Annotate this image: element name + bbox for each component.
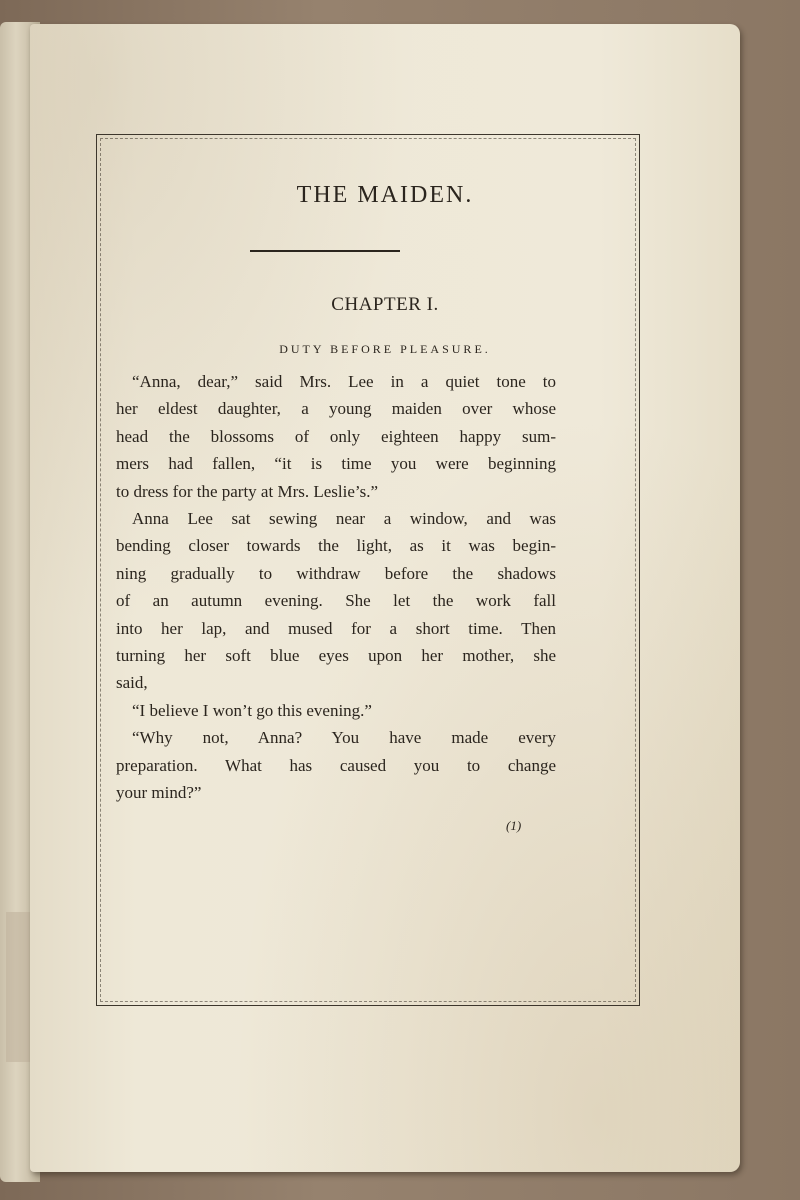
text-line: “Why not, Anna? You have made every — [132, 728, 556, 748]
title-rule — [250, 250, 400, 252]
text-line: “I believe I won’t go this evening.” — [132, 700, 372, 720]
book-page — [30, 24, 740, 1172]
text-line: said, — [116, 673, 148, 693]
text-line: of an autumn evening. She let the work fall — [116, 591, 556, 611]
text-line: turning her soft blue eyes upon her mother, she — [116, 646, 556, 666]
signature-mark: (1) — [506, 818, 522, 833]
text-line: your mind?” — [116, 783, 202, 803]
text-line: into her lap, and mused for a short time. Then — [116, 618, 556, 638]
text-line: Anna Lee sat sewing near a window, and was — [132, 509, 556, 529]
text-line: “Anna, dear,” said Mrs. Lee in a quiet tone to — [132, 372, 556, 391]
book-title: THE MAIDEN. — [296, 182, 474, 208]
body-text — [116, 368, 556, 807]
text-line: to dress for the party at Mrs. Leslie’s.” — [116, 481, 379, 501]
chapter-heading: CHAPTER I. — [331, 294, 439, 315]
text-line: her eldest daughter, a young maiden over whose — [116, 399, 556, 419]
text-line: ning gradually to withdraw before the shadows — [116, 563, 556, 583]
text-line: bending closer towards the light, as it was begin- — [116, 536, 556, 556]
chapter-subtitle: DUTY BEFORE PLEASURE. — [279, 342, 491, 356]
text-line: mers had fallen, “it is time you were beginning — [116, 454, 556, 474]
text-line: preparation. What has caused you to change — [116, 755, 556, 775]
text-line: head the blossoms of only eighteen happy sum- — [116, 426, 556, 446]
